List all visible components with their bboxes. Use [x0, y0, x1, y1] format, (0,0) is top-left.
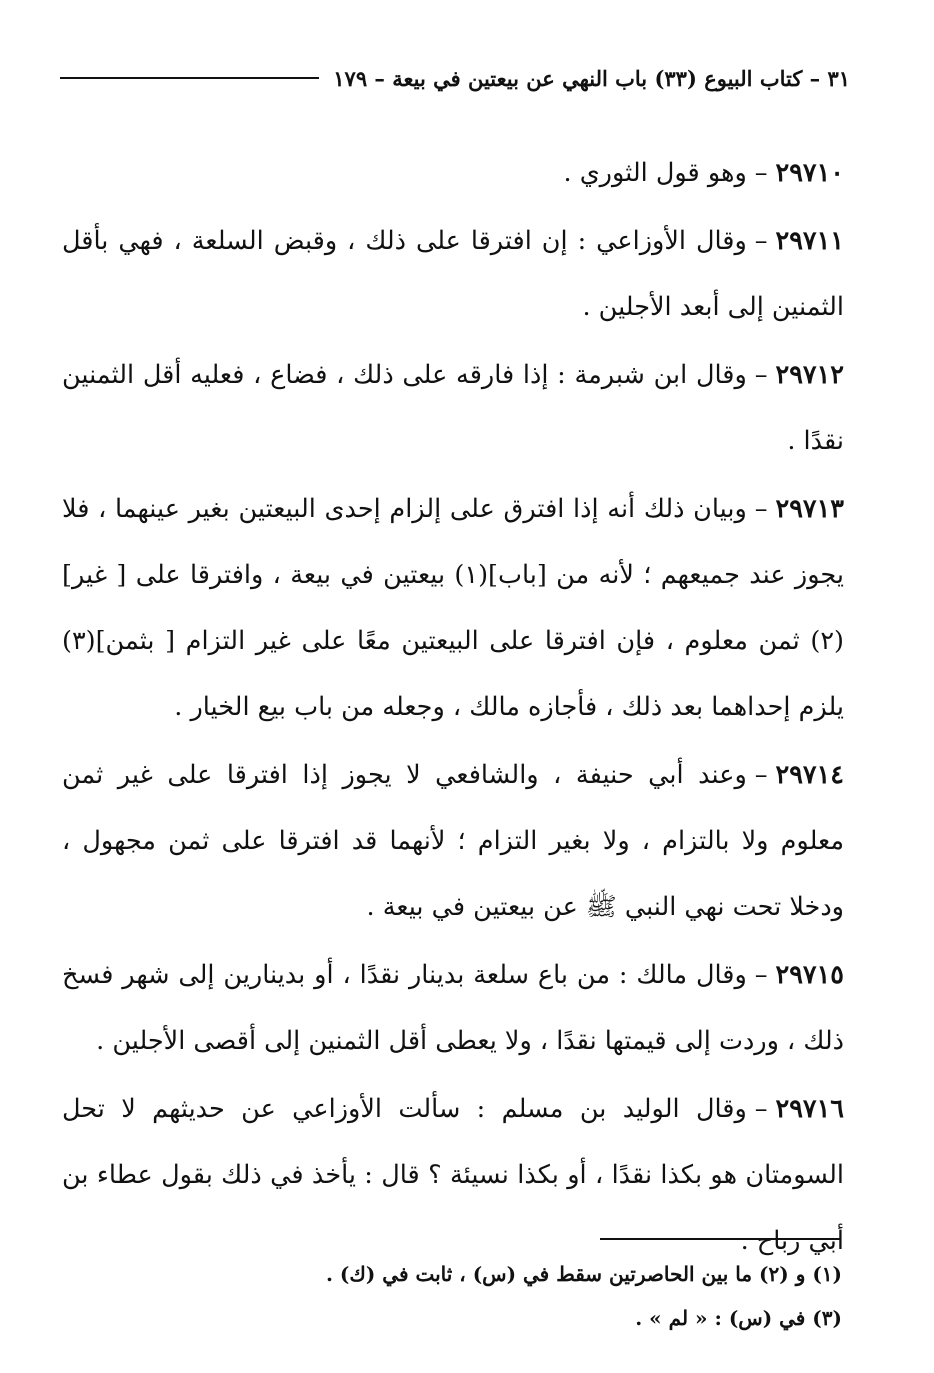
- running-head: [60, 58, 850, 98]
- paragraph-29712: [62, 342, 844, 474]
- footnotes: [62, 1252, 842, 1340]
- paragraph-number: ٢٩٧١٢: [775, 360, 844, 390]
- dash: –: [754, 494, 768, 524]
- paragraph-text: وبيان ذلك أنه إذا افترق على إلزام إحدى البيعتين بغير عينهما ، فلا يجوز عند جميعهم ؛ لأنه من [باب](١) بيعتين في بيعة ، وافترقا على [ غير](٢) ثمن معلوم ، فإن افترقا على البيعتين معًا على غير التزام [ بثمن](٣) يلزم إحداهما بعد ذلك ، فأجازه مالك ، وجعله من باب بيع الخيار .: [62, 494, 844, 722]
- dash: –: [754, 226, 768, 256]
- dash: –: [754, 158, 768, 188]
- paragraph-number: ٢٩٧١٤: [775, 760, 844, 790]
- paragraph-29713: [62, 476, 844, 740]
- footnote-3: (٣) في (س) : « لم » .: [635, 1306, 842, 1330]
- footnote-rule: [600, 1238, 840, 1240]
- dash: –: [754, 360, 768, 390]
- paragraph-29710: [62, 140, 844, 206]
- paragraph-29715: [62, 942, 844, 1074]
- body-text: [62, 140, 844, 1276]
- paragraph-number: ٢٩٧١٦: [775, 1094, 844, 1124]
- paragraph-text: وقال الأوزاعي : إن افترقا على ذلك ، وقبض السلعة ، فهي بأقل الثمنين إلى أبعد الأجلين .: [62, 226, 844, 322]
- paragraph-text: وقال مالك : من باع سلعة بدينار نقدًا ، أو بدينارين إلى شهر فسخ ذلك ، وردت إلى قيمتها نقدًا ، ولا يعطى أقل الثمنين إلى أقصى الأجلين .: [62, 960, 844, 1056]
- dash: –: [754, 960, 768, 990]
- footnote-1-2: (١) و (٢) ما بين الحاصرتين سقط في (س) ، ثابت في (ك) .: [325, 1262, 842, 1286]
- paragraph-29711: [62, 208, 844, 340]
- paragraph-number: ٢٩٧١٣: [775, 494, 844, 524]
- dash: –: [754, 760, 768, 790]
- paragraph-text: وقال الوليد بن مسلم : سألت الأوزاعي عن حديثهم لا تحل السومتان هو بكذا نقدًا ، أو بكذا نسيئة ؟ قال : يأخذ في ذلك بقول عطاء بن أبي رباح .: [62, 1094, 844, 1256]
- paragraph-text: وعند أبي حنيفة ، والشافعي لا يجوز إذا افترقا على غير ثمن معلوم ولا بالتزام ، ولا بغير التزام ؛ لأنهما قد افترقا على ثمن مجهول ، ودخلا تحت نهي النبي ﷺ عن بيعتين في بيعة .: [62, 760, 844, 922]
- running-title: ٣١ – كتاب البيوع (٣٣) باب النهي عن بيعتين في بيعة – ١٧٩: [333, 65, 850, 91]
- paragraph-number: ٢٩٧١٠: [775, 158, 844, 188]
- paragraph-number: ٢٩٧١١: [775, 226, 844, 256]
- dash: –: [754, 1094, 768, 1124]
- paragraph-number: ٢٩٧١٥: [775, 960, 844, 990]
- paragraph-29716: [62, 1076, 844, 1274]
- paragraph-text: وقال ابن شبرمة : إذا فارقه على ذلك ، فضاع ، فعليه أقل الثمنين نقدًا .: [62, 360, 844, 456]
- paragraph-text: وهو قول الثوري .: [563, 158, 747, 188]
- header-rule: [60, 77, 319, 79]
- paragraph-29714: [62, 742, 844, 940]
